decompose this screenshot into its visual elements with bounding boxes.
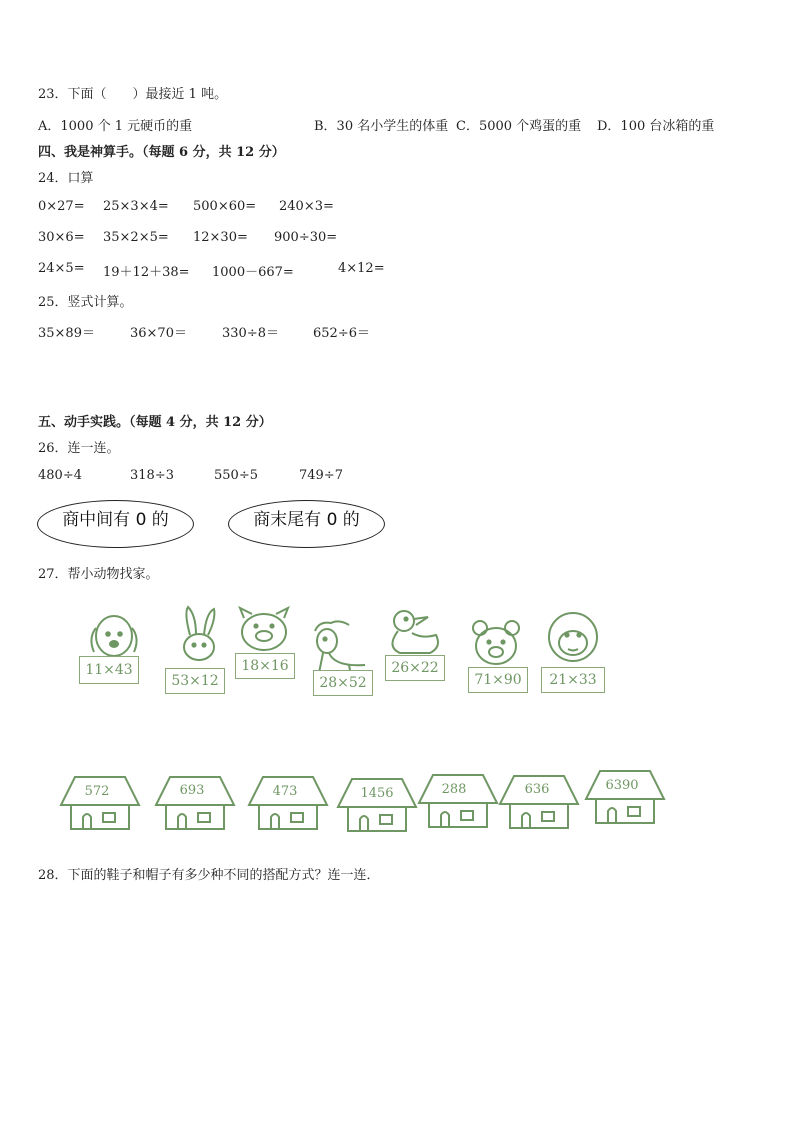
division-item[interactable]: 550÷5 xyxy=(214,468,258,483)
animal-label[interactable]: 21×33 xyxy=(541,667,605,693)
calc-item: 240×3= xyxy=(279,199,334,214)
animal-label[interactable]: 28×52 xyxy=(313,670,373,696)
duck-icon xyxy=(382,607,446,657)
house-number[interactable]: 473 xyxy=(272,784,298,799)
calc-item: 1000－667= xyxy=(212,265,294,280)
goat-icon xyxy=(305,617,371,675)
animal-label[interactable]: 26×22 xyxy=(385,655,445,681)
calc-item: 900÷30= xyxy=(274,230,338,245)
division-item[interactable]: 318÷3 xyxy=(130,468,174,483)
calc-item: 25×3×4= xyxy=(103,199,169,214)
house-number[interactable]: 572 xyxy=(84,784,110,799)
q27-stem: 27．帮小动物找家。 xyxy=(38,567,159,582)
q23-option-a[interactable]: A．1000 个 1 元硬币的重 xyxy=(38,119,193,134)
vertical-calc-item: 35×89＝ xyxy=(38,326,95,341)
section-heading: 五、动手实践。（每题 4 分，共 12 分） xyxy=(38,415,272,430)
division-item[interactable]: 480÷4 xyxy=(38,468,82,483)
calc-item: 19＋12＋38= xyxy=(103,265,190,280)
q25-stem: 25．竖式计算。 xyxy=(38,295,133,310)
house-number[interactable]: 636 xyxy=(524,782,550,797)
q23-option-c[interactable]: C．5000 个鸡蛋的重 xyxy=(456,119,582,134)
oval-middle-zero[interactable] xyxy=(37,500,194,548)
pig-icon xyxy=(234,606,294,656)
vertical-calc-item: 36×70＝ xyxy=(130,326,187,341)
house-number[interactable]: 1456 xyxy=(360,786,394,801)
animal-label[interactable]: 11×43 xyxy=(79,656,139,684)
q23-option-b[interactable]: B．30 名小学生的体重 xyxy=(314,119,449,134)
calc-item: 4×12= xyxy=(338,261,385,276)
monkey-icon xyxy=(540,611,606,667)
section-heading: 四、我是神算手。（每题 6 分，共 12 分） xyxy=(38,145,285,160)
q23-option-d[interactable]: D．100 台冰箱的重 xyxy=(597,119,715,134)
calc-item: 24×5= xyxy=(38,261,85,276)
calc-item: 35×2×5= xyxy=(103,230,169,245)
calc-item: 30×6= xyxy=(38,230,85,245)
house-number[interactable]: 6390 xyxy=(605,778,639,793)
animal-label[interactable]: 53×12 xyxy=(165,668,225,694)
bear-icon xyxy=(468,618,524,668)
house-number[interactable]: 288 xyxy=(441,782,467,797)
calc-item: 12×30= xyxy=(193,230,248,245)
vertical-calc-item: 330÷8＝ xyxy=(222,326,279,341)
vertical-calc-item: 652÷6＝ xyxy=(313,326,370,341)
house-number[interactable]: 693 xyxy=(179,783,205,798)
q26-stem: 26．连一连。 xyxy=(38,441,120,456)
animal-label[interactable]: 18×16 xyxy=(235,653,295,679)
oval-label: 商末尾有 0 的 xyxy=(253,509,360,530)
calc-item: 0×27= xyxy=(38,199,85,214)
q24-stem: 24．口算 xyxy=(38,171,94,186)
oval-label: 商中间有 0 的 xyxy=(62,509,169,530)
division-item[interactable]: 749÷7 xyxy=(299,468,343,483)
dog-icon xyxy=(82,608,146,663)
oval-end-zero[interactable] xyxy=(228,500,385,548)
calc-item: 500×60= xyxy=(193,199,257,214)
rabbit-icon xyxy=(170,605,228,673)
q28-stem: 28．下面的鞋子和帽子有多少种不同的搭配方式？连一连． xyxy=(38,868,380,883)
animal-label[interactable]: 71×90 xyxy=(468,667,528,693)
q23-stem: 23．下面（ ）最接近 1 吨。 xyxy=(38,87,228,102)
